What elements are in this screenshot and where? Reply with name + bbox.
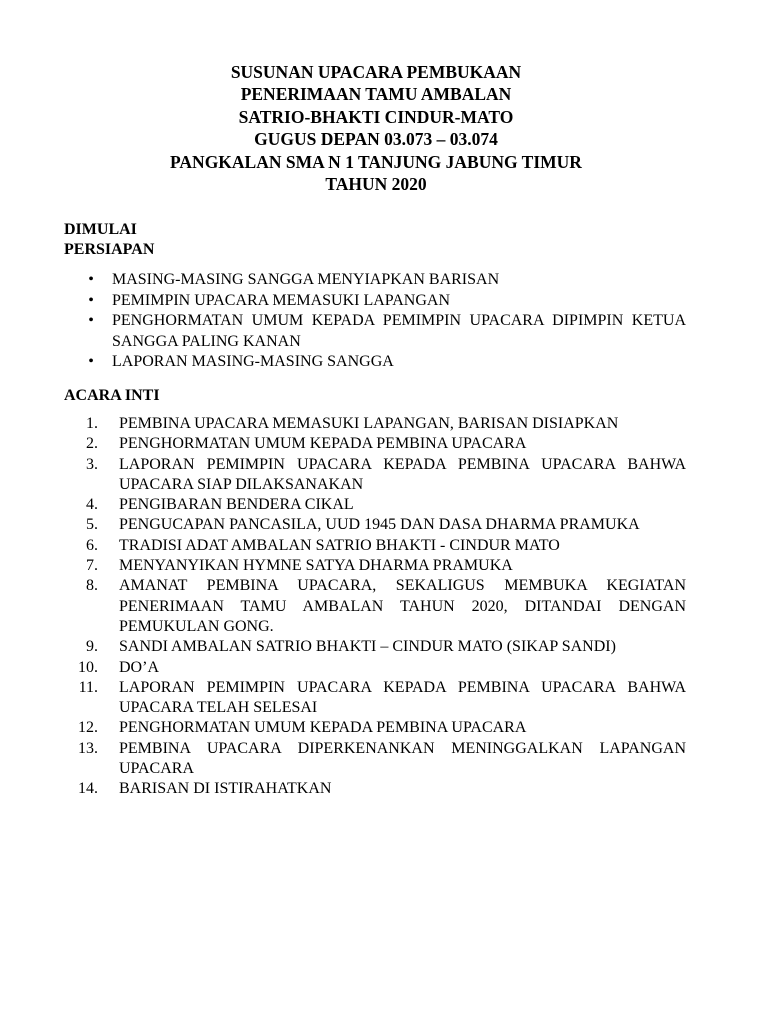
list-item-text: LAPORAN MASING-MASING SANGGA (112, 353, 394, 371)
bullet-icon: • (88, 271, 94, 288)
list-item-number: 5. (86, 516, 98, 534)
list-item-text: AMANAT PEMBINA UPACARA, SEKALIGUS MEMBUKA KEGIATAN PENERIMAAN TAMU AMBALAN TAHUN 2020, DITANDAI DENGAN PEMUKULAN GONG. (119, 577, 686, 635)
list-item-text: SANDI AMBALAN SATRIO BHAKTI – CINDUR MATO (SIKAP SANDI) (119, 638, 616, 656)
section-heading-persiapan: PERSIAPAN (64, 241, 155, 258)
list-item-number: 13. (78, 739, 98, 757)
list-item (64, 414, 686, 434)
list-item-text: PEMBINA UPACARA DIPERKENANKAN MENINGGALKAN LAPANGAN UPACARA (119, 739, 686, 778)
list-item-text: DO’A (119, 658, 159, 676)
list-item-number: 11. (78, 678, 98, 696)
list-item (64, 779, 686, 799)
list-item-text: PENGHORMATAN UMUM KEPADA PEMBINA UPACARA (119, 435, 527, 453)
list-item (64, 515, 686, 535)
bullet-icon: • (88, 291, 94, 309)
list-item (64, 495, 686, 515)
list-item-text: LAPORAN PEMIMPIN UPACARA KEPADA PEMBINA UPACARA BAHWA UPACARA TELAH SELESAI (119, 678, 686, 717)
title-line-6: TAHUN 2020 (325, 174, 427, 195)
list-item-text: MENYANYIKAN HYMNE SATYA DHARMA PRAMUKA (119, 557, 513, 575)
title-line-5: PANGKALAN SMA N 1 TANJUNG JABUNG TIMUR (170, 151, 582, 172)
list-item (64, 455, 686, 496)
list-item-number: 2. (86, 435, 98, 453)
list-item (64, 291, 686, 312)
bullet-icon: • (88, 353, 94, 371)
acara-inti-list (64, 414, 686, 800)
list-item-text: TRADISI ADAT AMBALAN SATRIO BHAKTI - CINDUR MATO (119, 536, 560, 554)
list-item-text: LAPORAN PEMIMPIN UPACARA KEPADA PEMBINA UPACARA BAHWA UPACARA SIAP DILAKSANAKAN (119, 455, 686, 493)
list-item-text: PENGHORMATAN UMUM KEPADA PEMIMPIN UPACARA DIPIMPIN KETUA SANGGA PALING KANAN (112, 312, 686, 350)
section-heading-dimulai: DIMULAI (64, 221, 137, 238)
list-item (64, 637, 686, 657)
list-item-number: 1. (86, 415, 98, 432)
bullet-icon: • (88, 312, 94, 330)
list-item (64, 311, 686, 352)
list-item (64, 739, 686, 780)
list-item (64, 556, 686, 576)
list-item-text: PENGUCAPAN PANCASILA, UUD 1945 DAN DASA DHARMA PRAMUKA (119, 516, 640, 534)
title-line-4: GUGUS DEPAN 03.073 – 03.074 (254, 129, 498, 150)
persiapan-list (64, 270, 686, 373)
list-item-number: 4. (86, 496, 98, 514)
list-item (64, 270, 686, 291)
list-item-text: PEMIMPIN UPACARA MEMASUKI LAPANGAN (112, 291, 450, 309)
list-item (64, 576, 686, 637)
list-item-number: 9. (86, 638, 98, 656)
list-item (64, 718, 686, 738)
list-item (64, 352, 686, 373)
list-item-text: PENGIBARAN BENDERA CIKAL (119, 496, 354, 514)
list-item-number: 3. (86, 455, 98, 473)
list-item-text: BARISAN DI ISTIRAHATKAN (119, 780, 332, 798)
title-line-1: SUSUNAN UPACARA PEMBUKAAN (230, 62, 522, 82)
title-line-3: SATRIO-BHAKTI CINDUR-MATO (238, 106, 514, 127)
list-item (64, 536, 686, 556)
list-item-number: 7. (86, 557, 98, 575)
list-item-number: 12. (78, 719, 98, 737)
list-item-number: 8. (86, 577, 98, 595)
list-item-text: PENGHORMATAN UMUM KEPADA PEMBINA UPACARA (119, 719, 527, 737)
list-item-number: 14. (78, 780, 98, 798)
list-item-text: PEMBINA UPACARA MEMASUKI LAPANGAN, BARISAN DISIAPKAN (119, 415, 619, 432)
list-item-number: 6. (86, 536, 98, 554)
section-heading-acara-inti: ACARA INTI (64, 387, 160, 404)
document-title (0, 61, 752, 195)
title-line-2: PENERIMAAN TAMU AMBALAN (240, 84, 512, 105)
list-item-number: 10. (78, 658, 98, 676)
list-item (64, 658, 686, 678)
list-item-text: MASING-MASING SANGGA MENYIAPKAN BARISAN (112, 271, 500, 288)
list-item (64, 434, 686, 454)
list-item (64, 678, 686, 719)
